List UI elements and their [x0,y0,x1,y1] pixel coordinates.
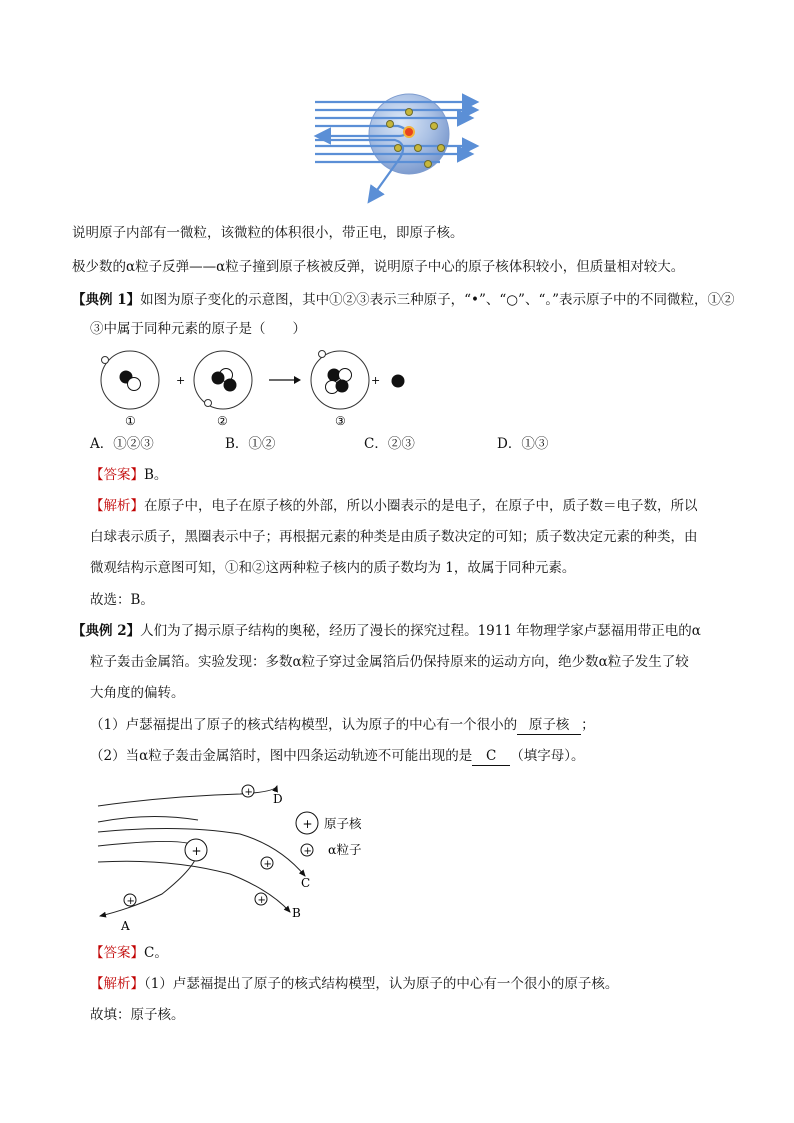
example2-answer: 【答案】C。 [90,945,168,961]
track-label-a: A [121,919,130,933]
example1-answer: 【答案】B。 [90,467,168,483]
example2-question-line3: 大角度的偏转。 [90,685,185,701]
example1-choose: 故选：B。 [90,592,154,608]
track-label-b: B [292,906,301,920]
option-a: A．①②③ [90,436,154,452]
example1-analysis-line3: 微观结构示意图可知，①和②这两种粒子核内的质子数均为 1，故属于同种元素。 [90,560,576,576]
answer-tag: 【答案】 [90,467,144,483]
example1-analysis-line1: 【解析】在原子中，电子在原子核的外部，所以小圈表示的是电子，在原子中，质子数＝电子数，所以 [90,498,698,514]
svg-text:+: + [263,859,272,870]
plus-sign-1: + [176,374,186,387]
analysis-tag-2: 【解析】 [90,976,144,992]
example2-fill: 故填：原子核。 [90,1007,185,1023]
svg-text:+: + [302,817,313,831]
example2-subq1: （1）卢瑟福提出了原子的核式结构模型，认为原子的中心有一个很小的 原子核 ； [90,717,595,733]
legend-alpha-label: α粒子 [328,842,362,857]
example1-question-line1: 【典例 1】如图为原子变化的示意图，其中①②③表示三种原子，“•”、“○”、“。”表示原子中的不同微粒，①② [72,292,735,308]
option-c: C．②③ [364,436,415,452]
option-b: B．①② [225,436,276,452]
nucleus-plus: + [191,844,202,858]
atom-3-label: ③ [335,414,346,428]
figure-legend [296,812,362,857]
trajectory-figure [90,774,390,934]
reaction-arrow [269,376,301,384]
atom-2-label: ② [217,414,228,428]
note-paragraph-2: 极少数的α粒子反弹——α粒子撞到原子核被反弹，说明原子中心的原子核体积较小，但质量相对较大。 [72,259,685,275]
atom-change-figure [96,347,416,429]
svg-text:+: + [257,895,266,906]
lone-neutron [392,375,405,388]
example2-analysis: 【解析】（1）卢瑟福提出了原子的核式结构模型，认为原子的中心有一个很小的原子核。 [90,976,619,992]
example2-question-line2: 粒子轰击金属箔。实验发现：多数α粒子穿过金属箔后仍保持原来的运动方向，绝少数α粒子发生了较 [90,654,689,670]
atom-1-label: ① [125,414,136,428]
example1-tag: 【典例 1】 [72,292,141,308]
atom-3 [311,351,369,410]
example2-tag: 【典例 2】 [72,623,141,639]
atom-1 [101,351,159,409]
plus-sign-2: + [371,374,381,387]
analysis-tag: 【解析】 [90,498,144,514]
example1-question-line2: ③中属于同种元素的原子是（ ） [90,321,306,337]
example2-subq2: （2）当α粒子轰击金属箔时，图中四条运动轨迹不可能出现的是 C （填字母）。 [90,748,585,764]
option-d: D．①③ [497,436,549,452]
svg-text:+: + [126,896,135,907]
svg-text:+: + [244,787,253,798]
example1-analysis-line2: 白球表示质子，黑圈表示中子；再根据元素的种类是由质子数决定的可知；质子数决定元素的种类，由 [90,529,698,545]
subq1-answer-blank: 原子核 [517,716,581,735]
alpha-scattering-figure [310,92,485,207]
answer-tag-2: 【答案】 [90,945,144,961]
example2-question-line1: 【典例 2】人们为了揭示原子结构的奥秘，经历了漫长的探究过程。1911 年物理学家卢瑟福用带正电的α [72,623,701,639]
svg-text:+: + [303,846,312,857]
nucleus-dot [404,127,414,137]
track-label-c: C [301,876,311,890]
subq2-answer-blank: C [472,747,510,766]
atom-2 [194,351,252,409]
note-paragraph-1: 说明原子内部有一微粒，该微粒的体积很小，带正电，即原子核。 [72,225,464,241]
legend-nucleus-label: 原子核 [324,816,362,831]
track-label-d: D [273,792,283,806]
